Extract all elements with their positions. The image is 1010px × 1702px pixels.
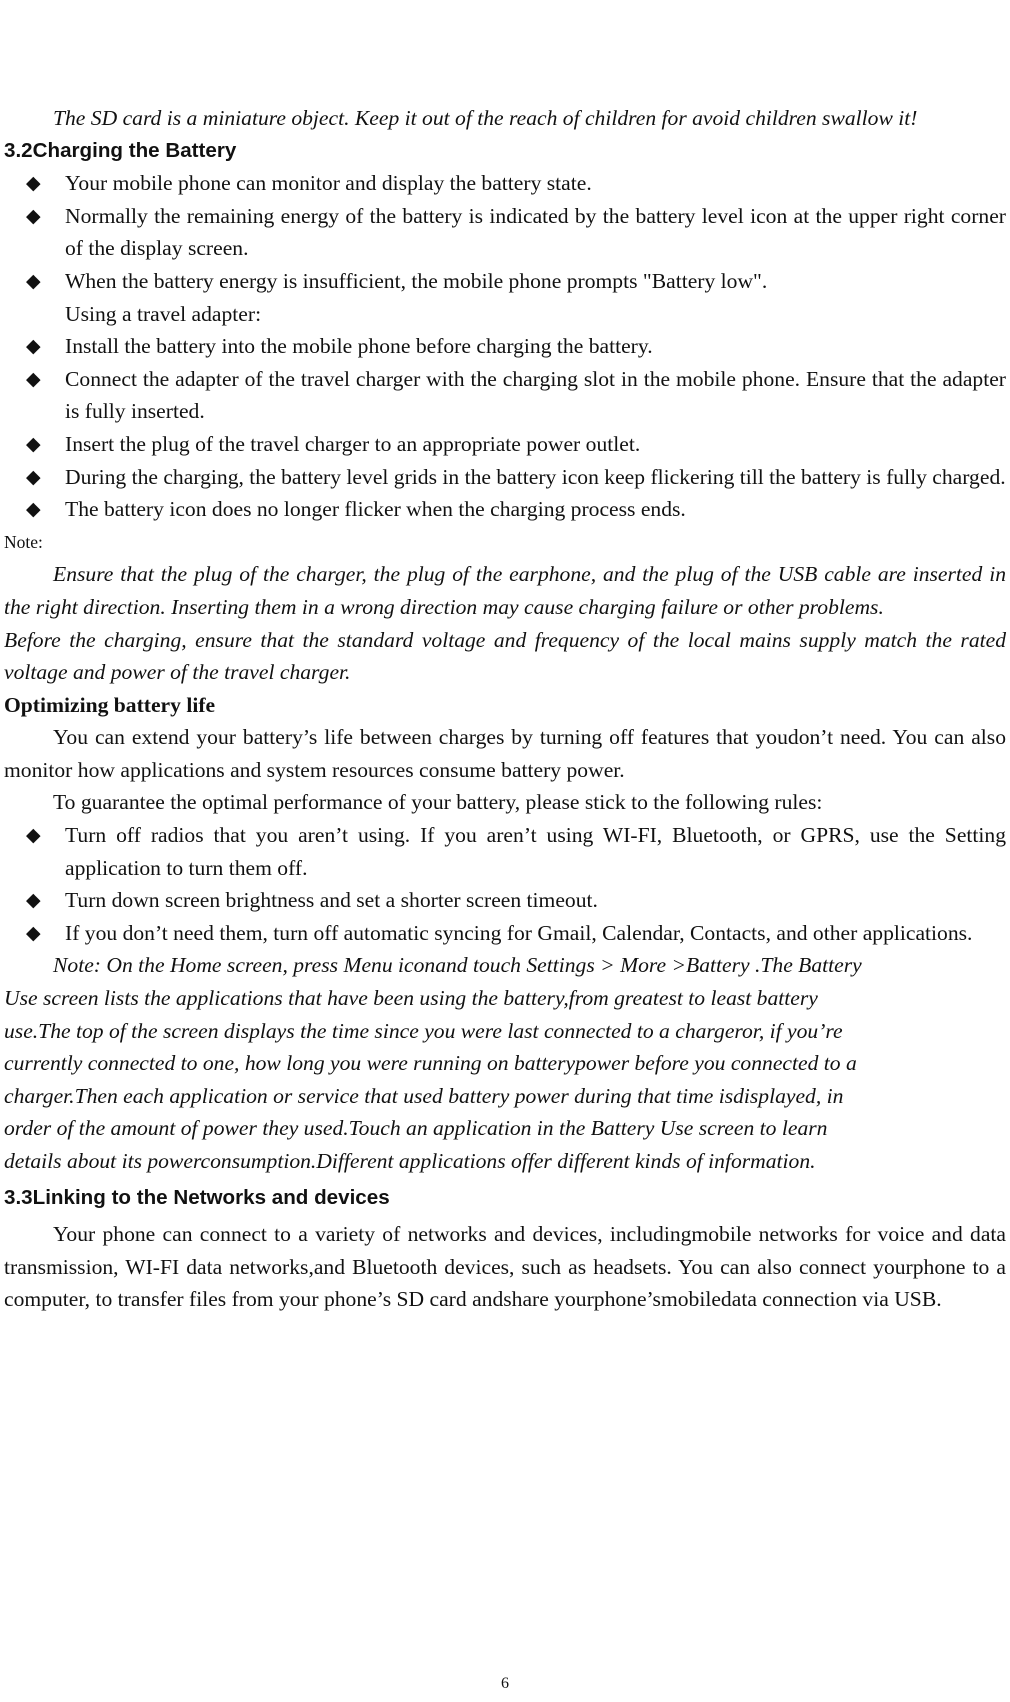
list-item	[4, 330, 1006, 363]
list-item-text: Turn down screen brightness and set a shorter screen timeout.	[65, 888, 598, 913]
list-item	[4, 461, 1006, 494]
list-item-text: The battery icon does no longer flicker when the charging process ends.	[65, 497, 686, 522]
section-heading-networks: 3.3Linking to the Networks and devices	[4, 1185, 390, 1209]
list-item	[4, 884, 1006, 917]
charging-bullet-list-a	[4, 167, 1006, 297]
charging-bullet-list-b	[4, 330, 1006, 526]
note-label: Note:	[4, 531, 43, 552]
list-item-text: If you don’t need them, turn off automatic syncing for Gmail, Calendar, Contacts, and other applications.	[65, 920, 973, 945]
diamond-bullet-icon: ◆	[26, 432, 41, 455]
battery-use-note-line: charger.Then each application or service that used battery power during that time isdisplayed, in	[4, 1083, 844, 1108]
optimizing-bullet-list	[4, 819, 1006, 949]
battery-use-note	[4, 949, 1006, 1177]
diamond-bullet-icon: ◆	[26, 921, 41, 944]
travel-adapter-label: Using a travel adapter:	[65, 301, 262, 326]
diamond-bullet-icon: ◆	[26, 498, 41, 521]
diamond-bullet-icon: ◆	[26, 465, 41, 488]
list-item	[4, 167, 1006, 200]
list-item-text: Your mobile phone can monitor and display the battery state.	[65, 171, 592, 196]
page-number: 6	[501, 1675, 509, 1692]
list-item-text: Normally the remaining energy of the battery is indicated by the battery level icon at the upper right corner of the display screen.	[65, 203, 1006, 261]
list-item-text: Turn off radios that you aren’t using. If you aren’t using WI-FI, Bluetooth, or GPRS, use the Setting application to turn them off.	[65, 823, 1006, 880]
list-item-text: When the battery energy is insufficient, the mobile phone prompts "Battery low".	[65, 268, 768, 293]
diamond-bullet-icon: ◆	[26, 367, 41, 390]
charging-note-plugs: Ensure that the plug of the charger, the plug of the earphone, and the plug of the USB cable are inserted in the right direction. Inserting them in a wrong direction may cause charging failure or other problems.	[4, 562, 1006, 619]
diamond-bullet-icon: ◆	[26, 269, 41, 292]
list-item	[4, 428, 1006, 461]
list-item	[4, 493, 1006, 526]
diamond-bullet-icon: ◆	[26, 824, 41, 847]
diamond-bullet-icon: ◆	[26, 172, 41, 195]
section-heading-charging: 3.2Charging the Battery	[4, 138, 237, 162]
list-item	[4, 917, 1006, 950]
diamond-bullet-icon: ◆	[26, 335, 41, 358]
battery-use-note-line: details about its powerconsumption.Different applications offer different kinds of information.	[4, 1149, 816, 1173]
list-item-text: During the charging, the battery level grids in the battery icon keep flickering till the battery is fully charged.	[65, 464, 1006, 489]
battery-use-note-line: currently connected to one, how long you were running on batterypower before you connected to a	[4, 1051, 857, 1076]
battery-use-note-line: use.The top of the screen displays the time since you were last connected to a chargeror, if you’re	[4, 1018, 843, 1043]
list-item-text: Connect the adapter of the travel charger with the charging slot in the mobile phone. Ensure that the adapter is fully inserted.	[65, 366, 1006, 424]
page-content	[4, 102, 1006, 1316]
list-item	[4, 200, 1006, 265]
list-item	[4, 819, 1006, 884]
battery-use-note-line: Use screen lists the applications that have been using the battery,from greatest to least battery	[4, 986, 818, 1011]
section-heading-optimizing: Optimizing battery life	[4, 692, 216, 717]
list-item-text: Insert the plug of the travel charger to an appropriate power outlet.	[65, 431, 641, 456]
diamond-bullet-icon: ◆	[26, 889, 41, 912]
diamond-bullet-icon: ◆	[26, 204, 41, 227]
optimizing-paragraph-1: You can extend your battery’s life between charges by turning off features that youdon’t need. You can also monitor how applications and system resources consume battery power.	[4, 725, 1006, 782]
list-item-text: Install the battery into the mobile phone before charging the battery.	[65, 334, 653, 359]
sd-card-warning: The SD card is a miniature object. Keep it out of the reach of children for avoid children swallow it!	[53, 106, 918, 130]
charging-note-voltage: Before the charging, ensure that the standard voltage and frequency of the local mains supply match the rated voltage and power of the travel charger.	[4, 627, 1006, 685]
list-item	[4, 363, 1006, 428]
networks-paragraph: Your phone can connect to a variety of networks and devices, includingmobile networks for voice and data transmission, WI-FI data networks,and Bluetooth devices, such as headsets. You can also connect yourphone to a computer, to transfer files from your phone’s SD card andshare yourphone’smobiledata connection via USB.	[4, 1222, 1006, 1312]
list-item	[4, 265, 1006, 298]
battery-use-note-line: order of the amount of power they used.Touch an application in the Battery Use screen to learn	[4, 1116, 828, 1141]
battery-use-note-line: Note: On the Home screen, press Menu iconand touch Settings > More >Battery .The Battery	[53, 953, 862, 978]
optimizing-paragraph-2: To guarantee the optimal performance of your battery, please stick to the following rules:	[53, 790, 823, 815]
